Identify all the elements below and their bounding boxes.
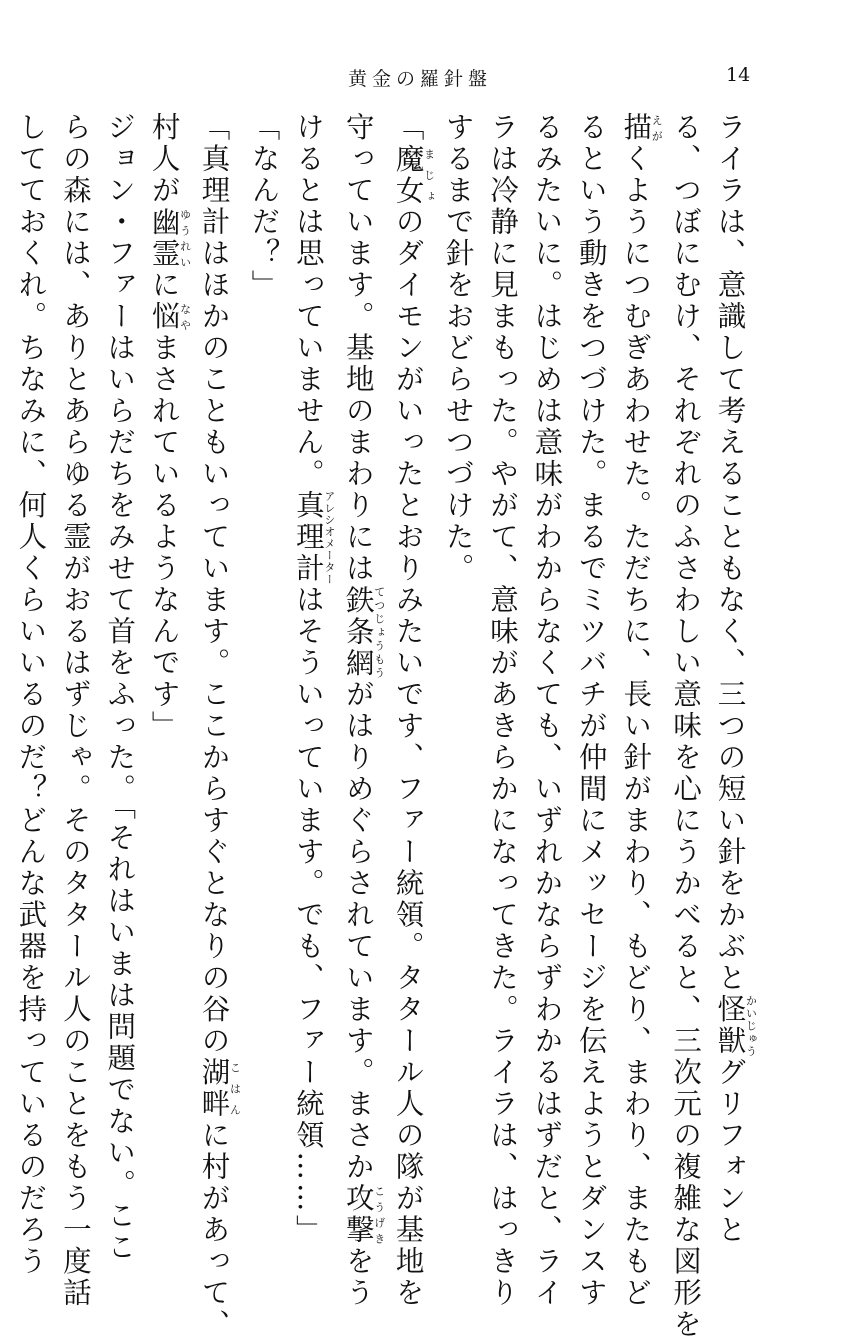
text-line: らの森には、ありとあらゆる霊がおるはずじゃ。そのタタール人のことをもう一度話: [58, 112, 92, 1309]
text-line: 描えがくようにつむぎあわせた。ただちに、長い針がまわり、もどり、まわり、またもど: [619, 112, 664, 1309]
text-line: るみたいに。はじめは意味がわからなくても、いずれかならずわかるはずだと、ライ: [530, 112, 564, 1309]
vertical-text-body: [14, 112, 758, 1341]
page-number: 14: [726, 64, 751, 86]
text-line: るという動きをつづけた。まるでミツバチが仲間にメッセージを伝えようとダンスす: [574, 112, 608, 1309]
text-line: ラは冷静に見まもった。やがて、意味があきらかになってきた。ライラは、はっきり: [485, 112, 519, 1309]
ruby-kohan: こはん: [228, 1057, 242, 1120]
text-line: するまで針をおどらせつづけた。: [441, 112, 475, 585]
ruby-yurei: ゆうれい: [178, 206, 192, 270]
ruby-majo: まじょ: [422, 143, 436, 207]
text-line: してておくれ。ちなみに、何人くらいいるのだ？どんな武器を持っているのだろう: [14, 112, 48, 1278]
ruby-kaiju: かいじゅう: [744, 994, 758, 1057]
text-line: けるとは思っていません。真理計アレシオメーターはそういっています。でも、ファー統領……」: [291, 112, 336, 1246]
running-header-title: 黄金の羅針盤: [348, 68, 493, 90]
text-line: ライラは、意識して考えることもなく、三つの短い針をかぶと怪獣かいじゅうグリフォンと: [713, 112, 758, 1246]
text-line: 村人が幽霊ゆうれいに悩なやまされているようなんです」: [147, 112, 192, 742]
ruby-naya: なや: [178, 301, 192, 333]
text-line: 「魔女まじょのダイモンがいったとおりみたいです、ファー統領。タタール人の隊が基地を: [391, 112, 436, 1309]
text-line: 「真理計はほかのこともいっています。ここからすぐとなりの谷の湖畔こはんに村があって、: [197, 112, 242, 1341]
ruby-kogeki: こうげき: [372, 1183, 386, 1246]
text-line: 「なんだ？」: [247, 112, 281, 301]
text-line: る、つぼにむけ、それぞれのふさわしい意味を心にうかべると、三次元の複雑な図形を: [669, 112, 703, 1341]
ruby-aletheiometer: アレシオメーター: [322, 490, 336, 585]
text-line: 守っています。基地のまわりには鉄条網てつじょうもうがはりめぐらされています。まさか攻撃こうげきをう: [341, 112, 386, 1309]
text-line: ジョン・ファーはいらだちをみせて首をふった。「それはいまは問題でない。ここ: [103, 112, 137, 1264]
ruby-ega: えが: [650, 112, 664, 144]
ruby-tetsujomo: てつじょうもう: [372, 584, 386, 679]
